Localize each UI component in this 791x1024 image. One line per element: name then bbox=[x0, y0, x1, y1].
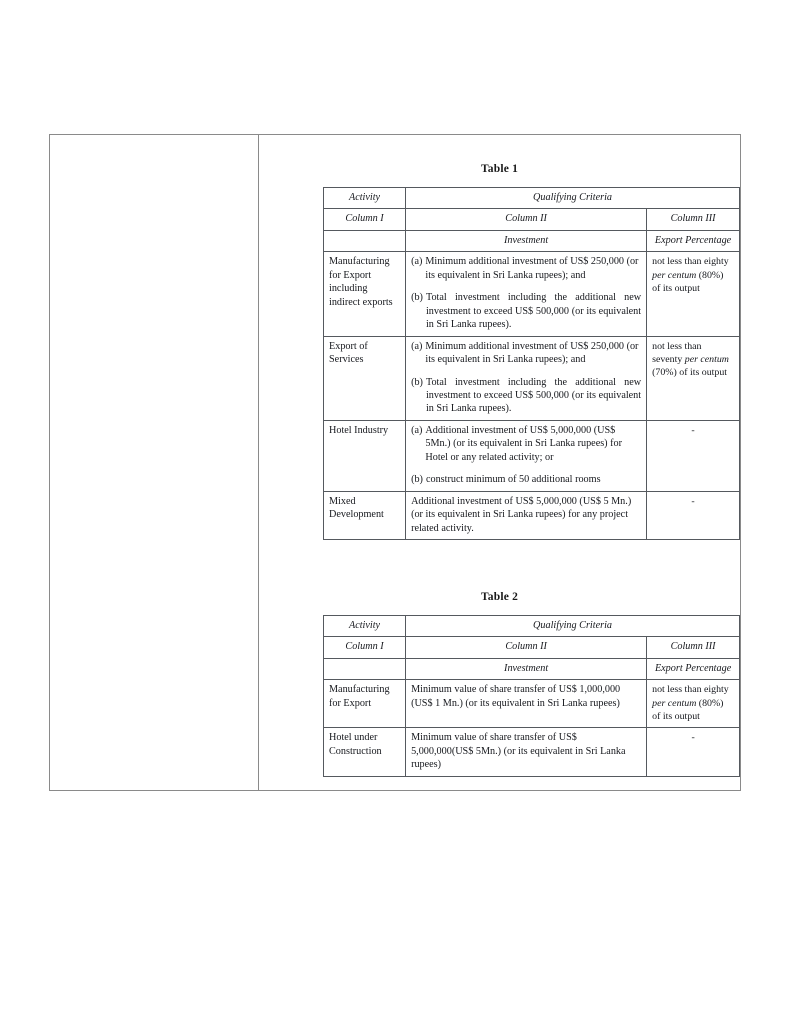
header-column-1-sub bbox=[324, 230, 406, 251]
cell-activity: Manufacturing for Export bbox=[324, 680, 406, 728]
paragraph-gap bbox=[411, 367, 641, 376]
page-frame bbox=[49, 134, 741, 791]
table-2-container bbox=[323, 615, 740, 777]
header-column-1-sub bbox=[324, 658, 406, 679]
criteria-marker: (b) bbox=[411, 474, 423, 486]
header-activity: Activity bbox=[324, 188, 406, 209]
cell-criteria: Minimum value of share transfer of US$ 5,000,000(US$ 5Mn.) (or its equivalent in Sri Lanka rupees) bbox=[406, 728, 647, 776]
export-pct-line-1: not less than eighty bbox=[652, 684, 729, 696]
criteria-marker: (a) bbox=[411, 256, 423, 268]
criteria-text: Minimum additional investment of US$ 250,000 (or its equivalent in Sri Lanka rupees); and bbox=[425, 256, 639, 281]
export-pct-line-2-rest: (80%) bbox=[696, 269, 724, 281]
table-2 bbox=[323, 615, 740, 777]
criteria-marker: (b) bbox=[411, 376, 423, 388]
document-content bbox=[259, 135, 740, 790]
cell-activity: Manufacturing for Export including indirect exports bbox=[324, 252, 406, 336]
export-pct-line-2-rest: (80%) bbox=[696, 697, 724, 709]
criteria-item bbox=[411, 340, 641, 367]
paragraph-gap bbox=[411, 464, 641, 473]
table-1-header-row-3 bbox=[324, 230, 740, 251]
header-column-1: Column I bbox=[324, 209, 406, 230]
criteria-text: Total investment including the additional new investment to exceed US$ 500,000 (or its equivalent in Sri Lanka rupees). bbox=[425, 376, 642, 415]
header-column-2: Column II bbox=[406, 209, 647, 230]
cell-activity: Hotel under Construction bbox=[324, 728, 406, 776]
criteria-item bbox=[411, 376, 641, 416]
cell-export-percentage bbox=[647, 336, 740, 420]
header-qualifying-criteria: Qualifying Criteria bbox=[406, 616, 740, 637]
header-column-3: Column III bbox=[647, 209, 740, 230]
cell-criteria bbox=[406, 491, 647, 539]
criteria-text: Minimum additional investment of US$ 250,000 (or its equivalent in Sri Lanka rupees); and bbox=[425, 340, 639, 366]
cell-activity: Export of Services bbox=[324, 336, 406, 420]
document-body-column bbox=[259, 135, 740, 790]
table-1-container bbox=[323, 187, 740, 540]
table-row bbox=[324, 420, 740, 491]
header-column-1: Column I bbox=[324, 637, 406, 658]
export-pct-line-1: not less than bbox=[652, 340, 702, 352]
export-pct-line-3: of its output bbox=[652, 283, 700, 295]
header-investment: Investment bbox=[406, 230, 647, 251]
criteria-text: Additional investment of US$ 5,000,000 (US$ 5Mn.) (or its equivalent in Sri Lanka rupees) for Hotel or any related activity; or bbox=[425, 424, 622, 463]
cell-activity: Mixed Development bbox=[324, 491, 406, 539]
criteria-text: construct minimum of 50 additional rooms bbox=[425, 474, 601, 486]
cell-export-percentage: - bbox=[647, 728, 740, 776]
criteria-item bbox=[411, 255, 641, 282]
table-1-title: Table 1 bbox=[480, 163, 519, 175]
left-margin-column bbox=[50, 135, 258, 790]
criteria-item bbox=[411, 495, 641, 535]
header-export-percentage: Export Percentage bbox=[647, 658, 740, 679]
table-row bbox=[324, 336, 740, 420]
export-pct-italic: per centum bbox=[684, 353, 729, 365]
criteria-item bbox=[411, 473, 641, 486]
criteria-item bbox=[411, 291, 641, 331]
criteria-item bbox=[411, 424, 641, 464]
cell-export-percentage bbox=[647, 680, 740, 728]
header-investment: Investment bbox=[406, 658, 647, 679]
table-2-header-row-2 bbox=[324, 637, 740, 658]
cell-criteria bbox=[406, 336, 647, 420]
table-row bbox=[324, 680, 740, 728]
cell-export-percentage: - bbox=[647, 420, 740, 491]
header-export-percentage: Export Percentage bbox=[647, 230, 740, 251]
criteria-text: Additional investment of US$ 5,000,000 (US$ 5 Mn.) (or its equivalent in Sri Lanka rupees) for any project related activity. bbox=[411, 495, 632, 534]
cell-criteria: Minimum value of share transfer of US$ 1,000,000 (US$ 1 Mn.) (or its equivalent in Sri Lanka rupees) bbox=[406, 680, 647, 728]
cell-activity: Hotel Industry bbox=[324, 420, 406, 491]
paragraph-gap bbox=[411, 282, 641, 291]
cell-criteria bbox=[406, 252, 647, 336]
header-qualifying-criteria: Qualifying Criteria bbox=[406, 188, 740, 209]
table-1-header-row-1 bbox=[324, 188, 740, 209]
export-pct-line-1: not less than eighty bbox=[652, 256, 729, 268]
cell-export-percentage: - bbox=[647, 491, 740, 539]
cell-criteria bbox=[406, 420, 647, 491]
table-row bbox=[324, 728, 740, 776]
header-activity: Activity bbox=[324, 616, 406, 637]
export-pct-italic: per centum bbox=[652, 697, 697, 709]
table-2-header-row-1 bbox=[324, 616, 740, 637]
header-column-2: Column II bbox=[406, 637, 647, 658]
export-pct-italic: per centum bbox=[652, 269, 697, 281]
cell-export-percentage bbox=[647, 252, 740, 336]
criteria-text: Total investment including the additional new investment to exceed US$ 500,000 (or its equivalent in Sri Lanka rupees). bbox=[425, 292, 642, 331]
export-pct-line-3: of its output bbox=[652, 711, 700, 723]
export-pct-line-3: (70%) of its output bbox=[652, 367, 728, 379]
criteria-marker: (a) bbox=[411, 424, 423, 436]
criteria-marker: (b) bbox=[411, 292, 423, 304]
table-2-header-row-3 bbox=[324, 658, 740, 679]
table-row bbox=[324, 491, 740, 539]
export-pct-line-2-pre: seventy bbox=[652, 353, 685, 365]
header-column-3: Column III bbox=[647, 637, 740, 658]
table-row bbox=[324, 252, 740, 336]
table-1-header-row-2 bbox=[324, 209, 740, 230]
table-2-title: Table 2 bbox=[480, 591, 519, 603]
criteria-marker: (a) bbox=[411, 340, 423, 352]
table-1 bbox=[323, 187, 740, 540]
